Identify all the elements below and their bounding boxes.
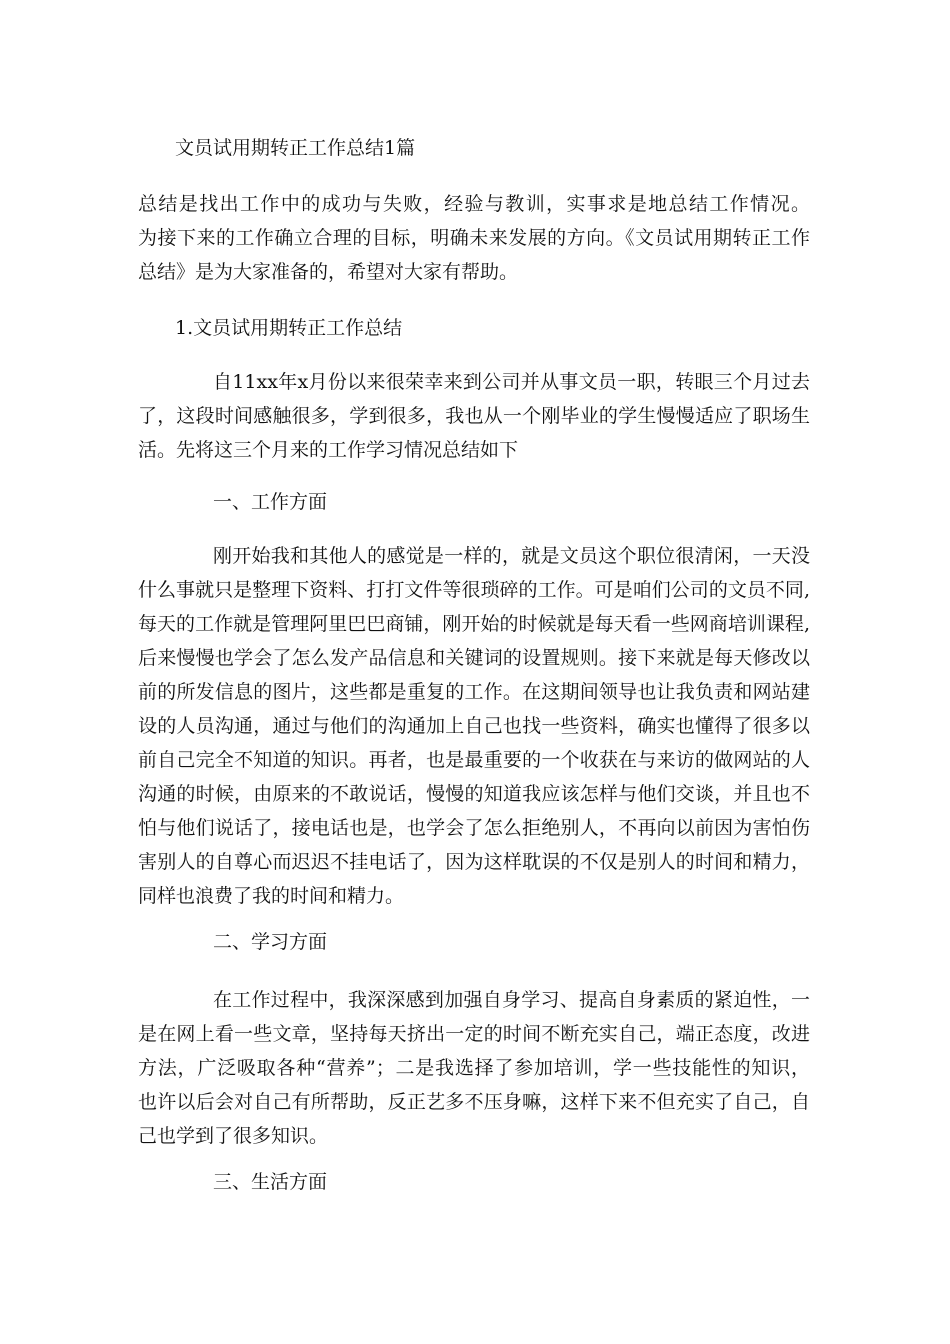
intro-line: 总结》是为大家准备的，希望对大家有帮助。 xyxy=(138,261,519,283)
work-line: 沟通的时候，由原来的不敢说话，慢慢的知道我应该怎样与他们交谈，并且也不 xyxy=(138,783,810,805)
work-line: 同样也浪费了我的时间和精力。 xyxy=(138,885,405,907)
study-line: 己也学到了很多知识。 xyxy=(138,1125,329,1147)
work-line: 后来慢慢也学会了怎么发产品信息和关键词的设置规则。接下来就是每天修改以 xyxy=(138,647,810,669)
paragraph-line: 了，这段时间感触很多，学到很多，我也从一个刚毕业的学生慢慢适应了职场生 xyxy=(138,405,810,427)
work-line: 害别人的自尊心而迟迟不挂电话了，因为这样耽误的不仅是别人的时间和精力， xyxy=(138,851,810,873)
heading-study: 二、学习方面 xyxy=(213,931,328,953)
study-line: 是在网上看一些文章，坚持每天挤出一定的时间不断充实自己，端正态度，改进 xyxy=(138,1023,810,1045)
heading-life: 三、生活方面 xyxy=(213,1171,328,1193)
study-line: 方法，广泛吸取各种“营养”；二是我选择了参加培训，学一些技能性的知识， xyxy=(138,1057,810,1079)
heading-work: 一、工作方面 xyxy=(213,491,328,513)
paragraph-line: 自11xx年x月份以来很荣幸来到公司并从事文员一职，转眼三个月过去 xyxy=(213,371,810,393)
document-title: 文员试用期转正工作总结1篇 xyxy=(175,137,416,159)
section-heading: 1.文员试用期转正工作总结 xyxy=(175,317,403,339)
work-line: 什么事就只是整理下资料、打打文件等很琐碎的工作。可是咱们公司的文员不同, xyxy=(138,579,810,601)
paragraph-line: 活。先将这三个月来的工作学习情况总结如下 xyxy=(138,439,519,461)
work-line: 每天的工作就是管理阿里巴巴商铺，刚开始的时候就是每天看一些网商培训课程, xyxy=(138,613,810,635)
work-line: 前的所发信息的图片，这些都是重复的工作。在这期间领导也让我负责和网站建 xyxy=(138,681,810,703)
study-line: 在工作过程中，我深深感到加强自身学习、提高自身素质的紧迫性，一 xyxy=(213,989,810,1011)
study-line: 也许以后会对自己有所帮助，反正艺多不压身嘛，这样下来不但充实了自己，自 xyxy=(138,1091,810,1113)
work-line: 怕与他们说话了，接电话也是，也学会了怎么拒绝别人，不再向以前因为害怕伤 xyxy=(138,817,810,839)
work-line: 刚开始我和其他人的感觉是一样的，就是文员这个职位很清闲，一天没 xyxy=(213,545,810,567)
work-line: 设的人员沟通，通过与他们的沟通加上自己也找一些资料，确实也懂得了很多以 xyxy=(138,715,810,737)
intro-line: 总结是找出工作中的成功与失败，经验与教训，实事求是地总结工作情况。 xyxy=(138,193,810,215)
work-line: 前自己完全不知道的知识。再者，也是最重要的一个收获在与来访的做网站的人 xyxy=(138,749,810,771)
intro-line: 为接下来的工作确立合理的目标，明确未来发展的方向。《文员试用期转正工作 xyxy=(138,227,810,249)
